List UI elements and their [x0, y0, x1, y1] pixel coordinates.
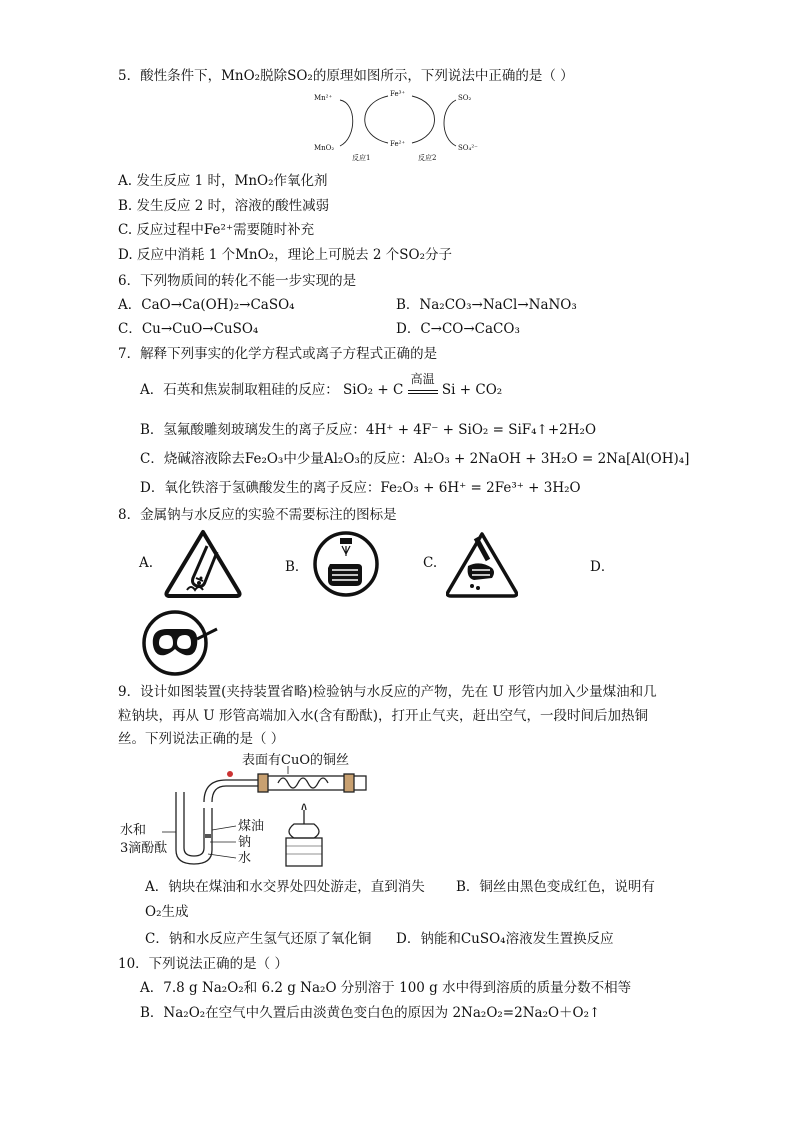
q9-line3: 丝。下列说法正确的是（ ）	[118, 731, 285, 747]
q6-option-d: D．C→CO→CaCO₃	[396, 321, 520, 337]
q8-label-b: B．	[285, 559, 309, 575]
q7-option-a	[140, 372, 503, 400]
q7-a-eq-right: Si + CO₂	[441, 382, 503, 398]
wash-hands-icon	[312, 530, 380, 598]
q6-option-b: B．Na₂CO₃→NaCl→NaNO₃	[396, 297, 577, 313]
fe3-label: Fe³⁺	[390, 90, 406, 98]
q10-stem: 10．下列说法正确的是（ ）	[118, 956, 288, 972]
arrow-so2-to-so4	[444, 100, 456, 146]
q8-stem: 8．金属钠与水反应的实验不需要标注的图标是	[118, 507, 397, 523]
water-label-2: 3滴酚酞	[120, 841, 168, 856]
kerosene-label: 煤油	[238, 819, 265, 834]
q7-option-c: C．烧碱溶液除去Fe₂O₃中少量Al₂O₃的反应：Al₂O₃ + 2NaOH + 3H₂O = 2Na[Al(OH)₄]	[140, 451, 690, 467]
sodium-label: 钠	[238, 835, 252, 850]
q5-option-a: A. 发生反应 1 时，MnO₂作氧化剂	[118, 173, 328, 189]
q9-line2: 粒钠块，再从 U 形管高端加入水(含有酚酞)，打开止气夹，赶出空气，一段时间后加热铜	[118, 708, 648, 724]
q6-option-a: A．CaO→Ca(OH)₂→CaSO₄	[118, 297, 295, 313]
q5-option-c: C. 反应过程中Fe²⁺需要随时补充	[118, 222, 315, 238]
q9-option-c: C．钠和水反应产生氢气还原了氧化铜	[145, 931, 372, 947]
q9-option-a: A．钠块在煤油和水交界处四处游走，直到消失	[145, 879, 425, 895]
q8-label-c: C.	[423, 555, 438, 571]
q6-option-c: C．Cu→CuO→CuSO₄	[118, 321, 259, 337]
q10-option-a: A．7.8 g Na₂O₂和 6.2 g Na₂O 分别溶于 100 g 水中得到溶质的质量分数不相等	[140, 980, 632, 996]
q6-stem: 6．下列物质间的转化不能一步实现的是	[118, 273, 357, 289]
so4-label: SO₄²⁻	[458, 144, 478, 152]
q7-a-condition: 高温	[410, 372, 435, 386]
q9-line1: 9．设计如图装置(夹持装置省略)检验钠与水反应的产物，先在 U 形管内加入少量煤油和几	[118, 684, 657, 700]
u-tube-apparatus-diagram	[118, 750, 378, 870]
arrow-fe2-to-fe3	[365, 96, 388, 143]
heating-test-tube-icon	[163, 528, 243, 598]
q8-label-a: A.	[139, 555, 154, 571]
reaction1-label: 反应1	[352, 154, 371, 162]
q7-option-b: B．氢氟酸雕刻玻璃发生的离子反应：4H⁺ + 4F⁻ + SiO₂ = SiF₄↑+2H₂O	[140, 422, 597, 438]
goggles-icon	[141, 605, 219, 677]
q8-label-d: D．	[590, 559, 615, 575]
q5-cycle-diagram	[312, 88, 492, 164]
q9-option-b-line1: B．铜丝由黑色变成红色，说明有	[456, 879, 655, 895]
arrow-mno2-to-mn2	[340, 100, 353, 146]
q7-option-d: D．氧化铁溶于氢碘酸发生的离子反应：Fe₂O₃ + 6H⁺ = 2Fe³⁺ + 3H₂O	[140, 480, 581, 496]
q10-option-b: B．Na₂O₂在空气中久置后由淡黄色变白色的原因为 2Na₂O₂=2Na₂O＋O₂↑	[140, 1005, 601, 1021]
copper-wire-label: 表面有CuO的铜丝	[242, 753, 349, 768]
q7-a-text: A．石英和焦炭制取粗硅的反应：	[140, 382, 339, 398]
q9-option-b-line2: O₂生成	[145, 904, 189, 920]
water-label: 水	[238, 851, 252, 866]
q7-a-condition-arrow	[408, 372, 438, 394]
q5-stem: 5．酸性条件下，MnO₂脱除SO₂的原理如图所示，下列说法中正确的是（ ）	[118, 68, 574, 84]
q5-option-b: B. 发生反应 2 时，溶液的酸性减弱	[118, 198, 330, 214]
fe2-label: Fe²⁺	[390, 140, 406, 148]
q7-a-eq-left: SiO₂ + C	[343, 382, 404, 398]
q9-option-d: D．钠能和CuSO₄溶液发生置换反应	[396, 931, 614, 947]
q5-option-d: D. 反应中消耗 1 个MnO₂，理论上可脱去 2 个SO₂分子	[118, 247, 452, 263]
so2-label: SO₂	[458, 94, 472, 102]
arrow-fe3-to-fe2	[412, 96, 435, 143]
corrosive-warning-icon	[446, 530, 518, 598]
clamp-icon	[227, 771, 233, 777]
mn2-label: Mn²⁺	[314, 94, 333, 102]
mno2-label: MnO₂	[314, 144, 335, 152]
water-label-1: 水和	[120, 823, 147, 838]
reaction2-label: 反应2	[418, 154, 437, 162]
q7-stem: 7．解释下列事实的化学方程式或离子方程式正确的是	[118, 346, 438, 362]
